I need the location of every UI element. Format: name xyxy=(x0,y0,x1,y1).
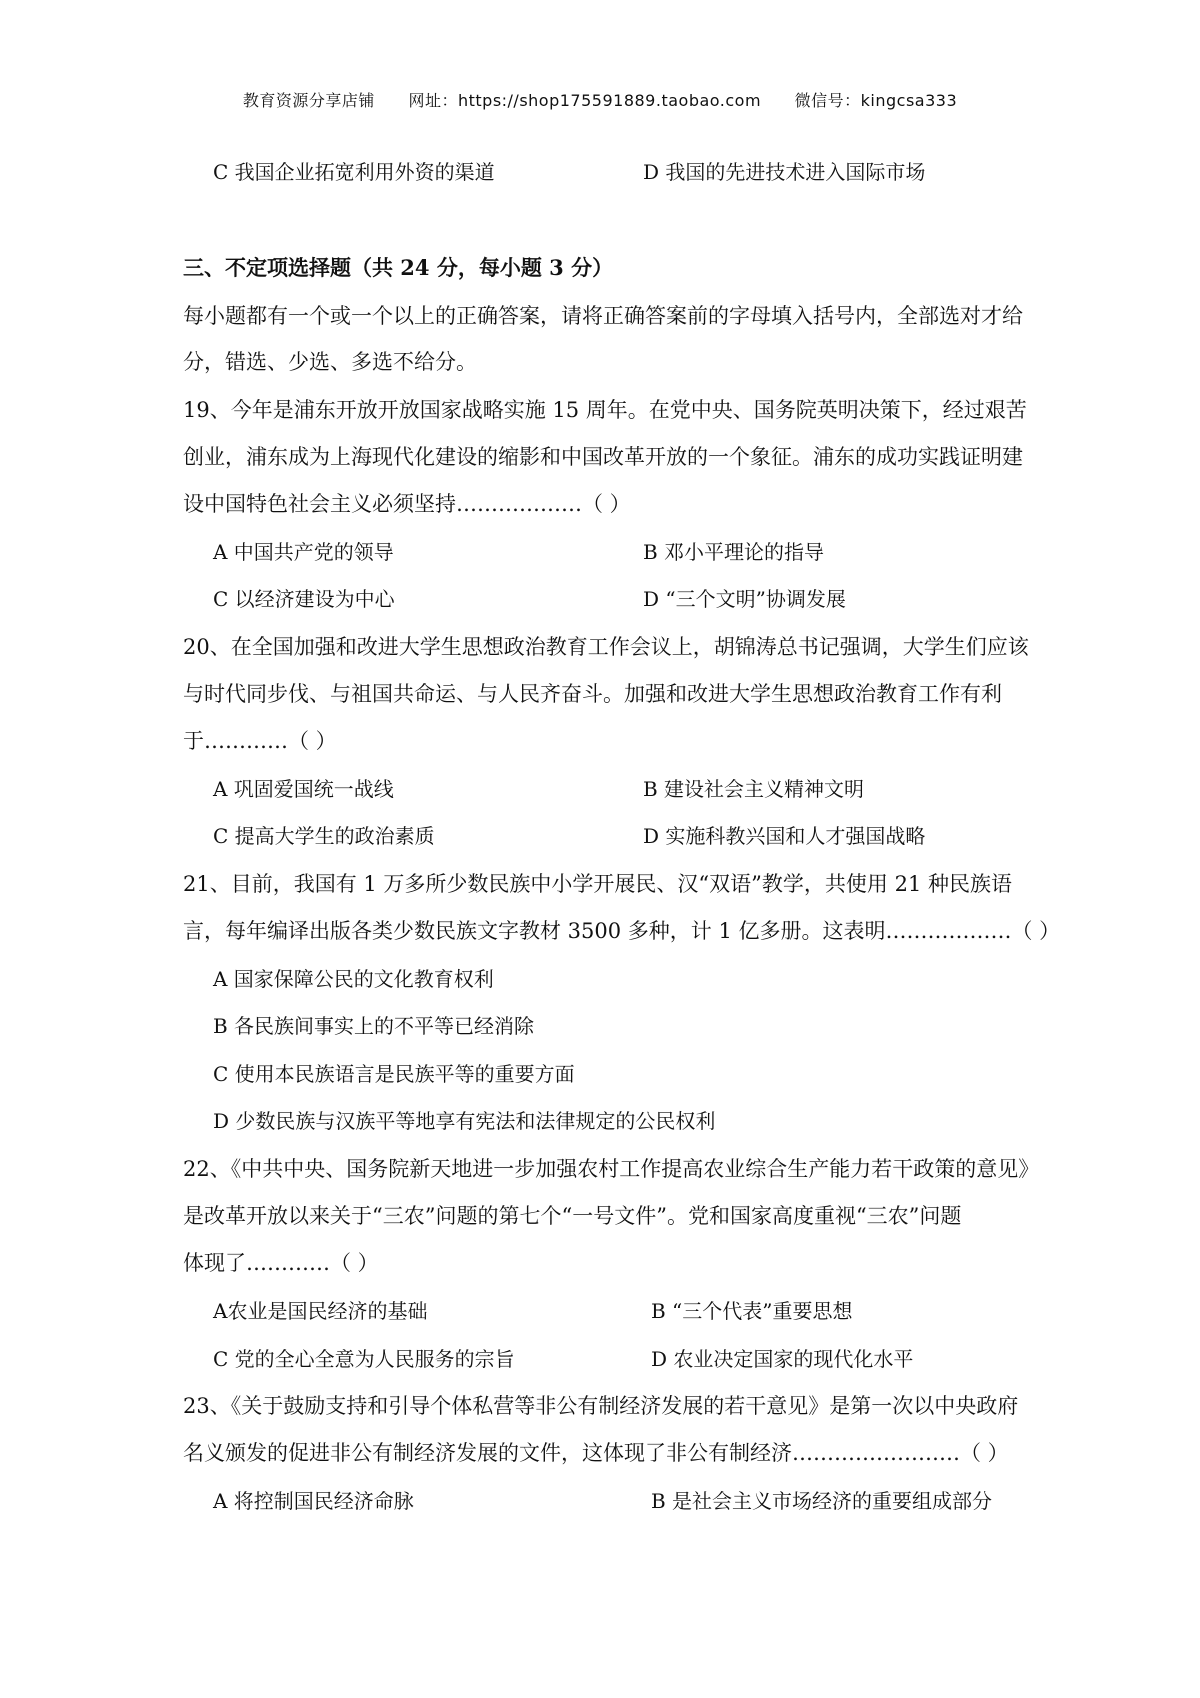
question-20-option-d: D 实施科教兴国和人才强国战略 xyxy=(643,824,926,848)
question-22-text: 体现了…………（ ） xyxy=(183,1251,379,1275)
question-20-text: 20、在全国加强和改进大学生思想政治教育工作会议上，胡锦涛总书记强调，大学生们应该 xyxy=(183,635,1029,659)
section-instructions: 分，错选、少选、多选不给分。 xyxy=(183,350,477,374)
question-20-text: 与时代同步伐、与祖国共命运、与人民齐奋斗。加强和改进大学生思想政治教育工作有利 xyxy=(183,682,1002,706)
question-23-option-a: A 将控制国民经济命脉 xyxy=(213,1489,414,1513)
question-21-text: 言，每年编译出版各类少数民族文字教材 3500 多种，计 1 亿多册。这表明………………（ ） xyxy=(183,919,1061,943)
shop-name: 教育资源分享店铺 xyxy=(242,91,375,110)
question-19-text: 创业，浦东成为上海现代化建设的缩影和中国改革开放的一个象征。浦东的成功实践证明建 xyxy=(183,445,1023,469)
question-19-option-a: A 中国共产党的领导 xyxy=(213,540,394,564)
question-19-option-c: C 以经济建设为中心 xyxy=(213,587,395,611)
question-22-option-c: C 党的全心全意为人民服务的宗旨 xyxy=(213,1347,515,1371)
question-23-text: 23、《关于鼓励支持和引导个体私营等非公有制经济发展的若干意见》是第一次以中央政府 xyxy=(183,1394,1019,1418)
question-23-option-b: B 是社会主义市场经济的重要组成部分 xyxy=(651,1489,993,1513)
page-header xyxy=(0,88,1200,111)
question-22-option-d: D 农业决定国家的现代化水平 xyxy=(651,1347,914,1371)
question-20-option-b: B 建设社会主义精神文明 xyxy=(643,777,865,801)
section-title: 三、不定项选择题（共 24 分，每小题 3 分） xyxy=(183,255,614,280)
question-22-text: 22、《中共中央、国务院新天地进一步加强农村工作提高农业综合生产能力若干政策的意见》 xyxy=(183,1157,1040,1181)
prev-option-c: C 我国企业拓宽利用外资的渠道 xyxy=(213,160,495,184)
question-20-option-a: A 巩固爱国统一战线 xyxy=(213,777,394,801)
question-19-text: 19、今年是浦东开放开放国家战略实施 15 周年。在党中央、国务院英明决策下，经过艰苦 xyxy=(183,398,1027,422)
question-23-text: 名义颁发的促进非公有制经济发展的文件，这体现了非公有制经济……………………（ ） xyxy=(183,1441,1009,1465)
wechat-id: 微信号：kingcsa333 xyxy=(794,91,958,110)
question-19-option-b: B 邓小平理论的指导 xyxy=(643,540,825,564)
section-instructions: 每小题都有一个或一个以上的正确答案，请将正确答案前的字母填入括号内，全部选对才给 xyxy=(183,304,1023,328)
question-21-option-a: A 国家保障公民的文化教育权利 xyxy=(213,967,494,991)
question-19-text: 设中国特色社会主义必须坚持………………（ ） xyxy=(183,492,631,516)
question-20-text: 于…………（ ） xyxy=(183,729,337,753)
question-22-option-b: B “三个代表”重要思想 xyxy=(651,1299,853,1323)
question-21-option-b: B 各民族间事实上的不平等已经消除 xyxy=(213,1014,535,1038)
question-20-option-c: C 提高大学生的政治素质 xyxy=(213,824,435,848)
question-21-option-c: C 使用本民族语言是民族平等的重要方面 xyxy=(213,1062,575,1086)
question-21-option-d: D 少数民族与汉族平等地享有宪法和法律规定的公民权利 xyxy=(213,1109,716,1133)
shop-website[interactable]: 网址：https://shop175591889.taobao.com xyxy=(408,91,762,110)
prev-option-d: D 我国的先进技术进入国际市场 xyxy=(643,160,926,184)
question-22-option-a: A农业是国民经济的基础 xyxy=(213,1299,428,1323)
question-22-text: 是改革开放以来关于“三农”问题的第七个“一号文件”。党和国家高度重视“三农”问题 xyxy=(183,1204,962,1228)
question-19-option-d: D “三个文明”协调发展 xyxy=(643,587,846,611)
question-21-text: 21、目前，我国有 1 万多所少数民族中小学开展民、汉“双语”教学，共使用 21 种民族语 xyxy=(183,872,1012,896)
